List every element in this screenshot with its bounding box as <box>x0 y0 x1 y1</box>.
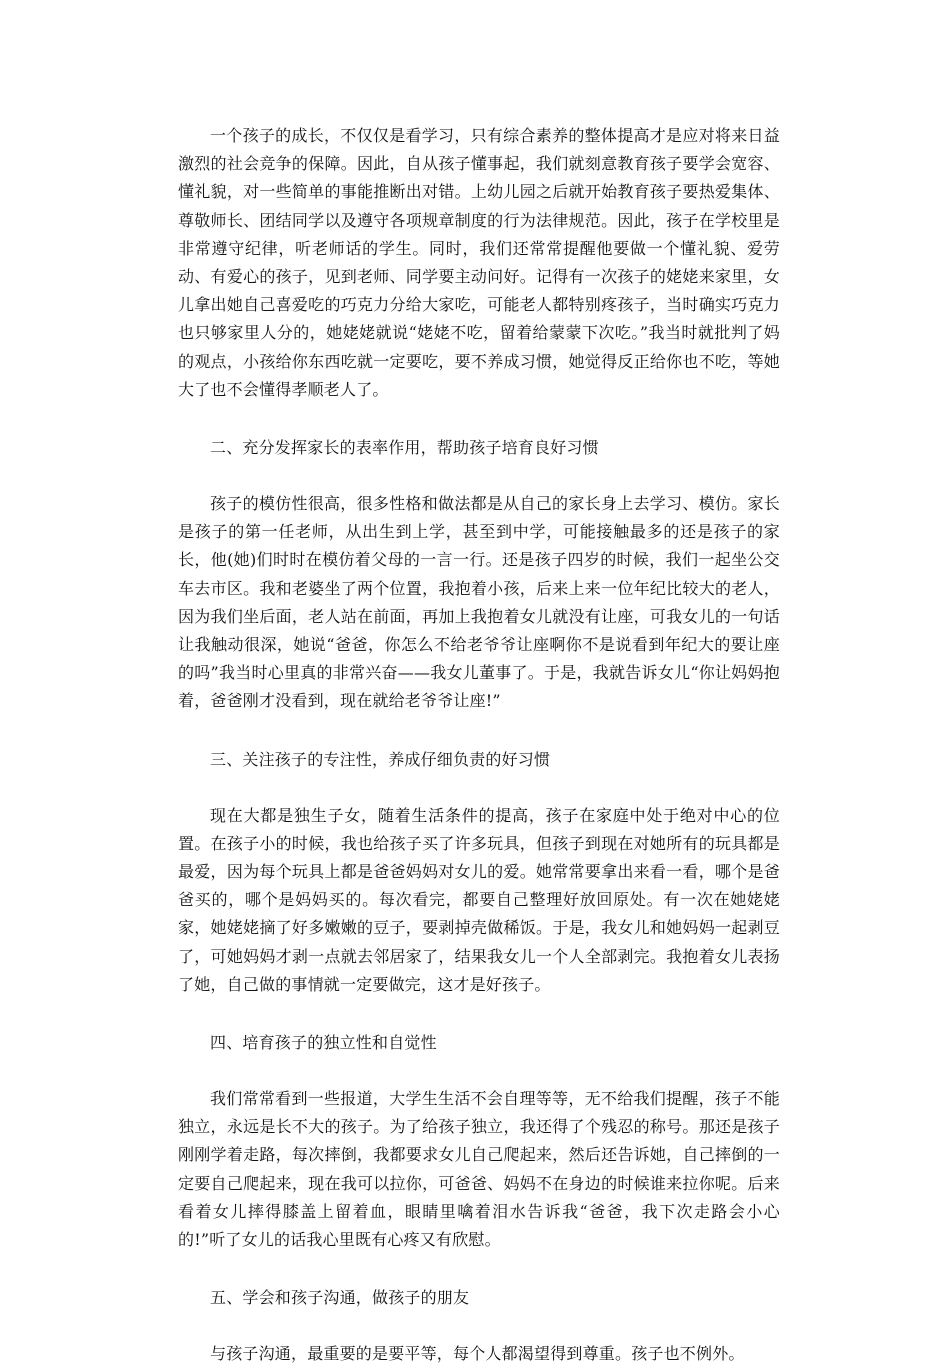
spacer <box>178 999 780 1029</box>
spacer <box>178 1254 780 1284</box>
spacer <box>178 774 780 802</box>
section-heading-4: 四、培育孩子的独立性和自觉性 <box>210 1033 437 1053</box>
paragraph-section-4: 我们常常看到一些报道，大学生生活不会自理等等，无不给我们提醒，孩子不能独立，永远是长不大的孩子。为了给孩子独立，我还得了个残忍的称号。那还是孩子刚刚学着走路，每次摔倒，我都要求女儿自己爬起来，然后还告诉她，自己摔倒的一定要自己爬起来，现在我可以拉你，可爸爸、妈妈不在身边的时候谁来拉你呢。后来看着女儿摔得膝盖上留着血，眼睛里噙着泪水告诉我“爸爸，我下次走路会小心的!”听了女儿的话我心里既有心疼又有欣慰。 <box>178 1089 780 1250</box>
paragraph-section-2: 孩子的模仿性很高，很多性格和做法都是从自己的家长身上去学习、模仿。家长是孩子的第一任老师，从出生到上学，甚至到中学，可能接触最多的还是孩子的家长，他(她)们时时在模仿着父母的一言一行。还是孩子四岁的时候，我们一起坐公交车去市区。我和老婆坐了两个位置，我抱着小孩，后来上来一位年纪比较大的老人，因为我们坐后面，老人站在前面，再加上我抱着女儿就没有让座，可我女儿的一句话让我触动很深，她说“爸爸，你怎么不给老爷爷让座啊你不是说看到年纪大的要让座的吗”我当时心里真的非常兴奋——我女儿董事了。于是，我就告诉女儿“你让妈妈抱着，爸爸刚才没看到，现在就给老爷爷让座!” <box>178 494 780 711</box>
spacer <box>178 404 780 434</box>
section-heading-2: 二、充分发挥家长的表率作用，帮助孩子培育良好习惯 <box>210 438 599 458</box>
spacer <box>178 716 780 746</box>
spacer <box>178 1312 780 1340</box>
document-page <box>178 122 780 1369</box>
paragraph-intro: 一个孩子的成长，不仅仅是看学习，只有综合素养的整体提高才是应对将来日益激烈的社会竞争的保障。因此，自从孩子懂事起，我们就刻意教育孩子要学会宽容、懂礼貌，对一些简单的事能推断出对错。上幼儿园之后就开始教育孩子要热爱集体、尊敬师长、团结同学以及遵守各项规章制度的行为法律规范。因此，孩子在学校里是非常遵守纪律，听老师话的学生。同时，我们还常常提醒他要做一个懂礼貌、爱劳动、有爱心的孩子，见到老师、同学要主动问好。记得有一次孩子的姥姥来家里，女儿拿出她自己喜爱吃的巧克力分给大家吃，可能老人都特别疼孩子，当时确实巧克力也只够家里人分的，她姥姥就说“姥姥不吃，留着给蒙蒙下次吃。”我当时就批判了妈的观点，小孩给你东西吃就一定要吃，要不养成习惯，她觉得反正给你也不吃，等她大了也不会懂得孝顺老人了。 <box>178 126 780 399</box>
section-heading-5: 五、学会和孩子沟通，做孩子的朋友 <box>210 1288 470 1308</box>
paragraph-section-3: 现在大都是独生子女，随着生活条件的提高，孩子在家庭中处于绝对中心的位置。在孩子小的时候，我也给孩子买了许多玩具，但孩子到现在对她所有的玩具都是最爱，因为每个玩具上都是爸爸妈妈对女儿的爱。她常常要拿出来看一看，哪个是爸爸买的，哪个是妈妈买的。每次看完，都要自己整理好放回原处。有一次在她姥姥家，她姥姥摘了好多嫩嫩的豆子，要剥掉壳做稀饭。于是，我女儿和她妈妈一起剥豆了，可她妈妈才剥一点就去邻居家了，结果我女儿一个人全部剥完。我抱着女儿表扬了她，自己做的事情就一定要做完，这才是好孩子。 <box>178 805 780 994</box>
spacer <box>178 1057 780 1085</box>
section-heading-3: 三、关注孩子的专注性，养成仔细负责的好习惯 <box>210 749 551 769</box>
paragraph-section-5: 与孩子沟通，最重要的是要平等，每个人都渴望得到尊重。孩子也不例外。 <box>210 1344 745 1364</box>
spacer <box>178 462 780 490</box>
